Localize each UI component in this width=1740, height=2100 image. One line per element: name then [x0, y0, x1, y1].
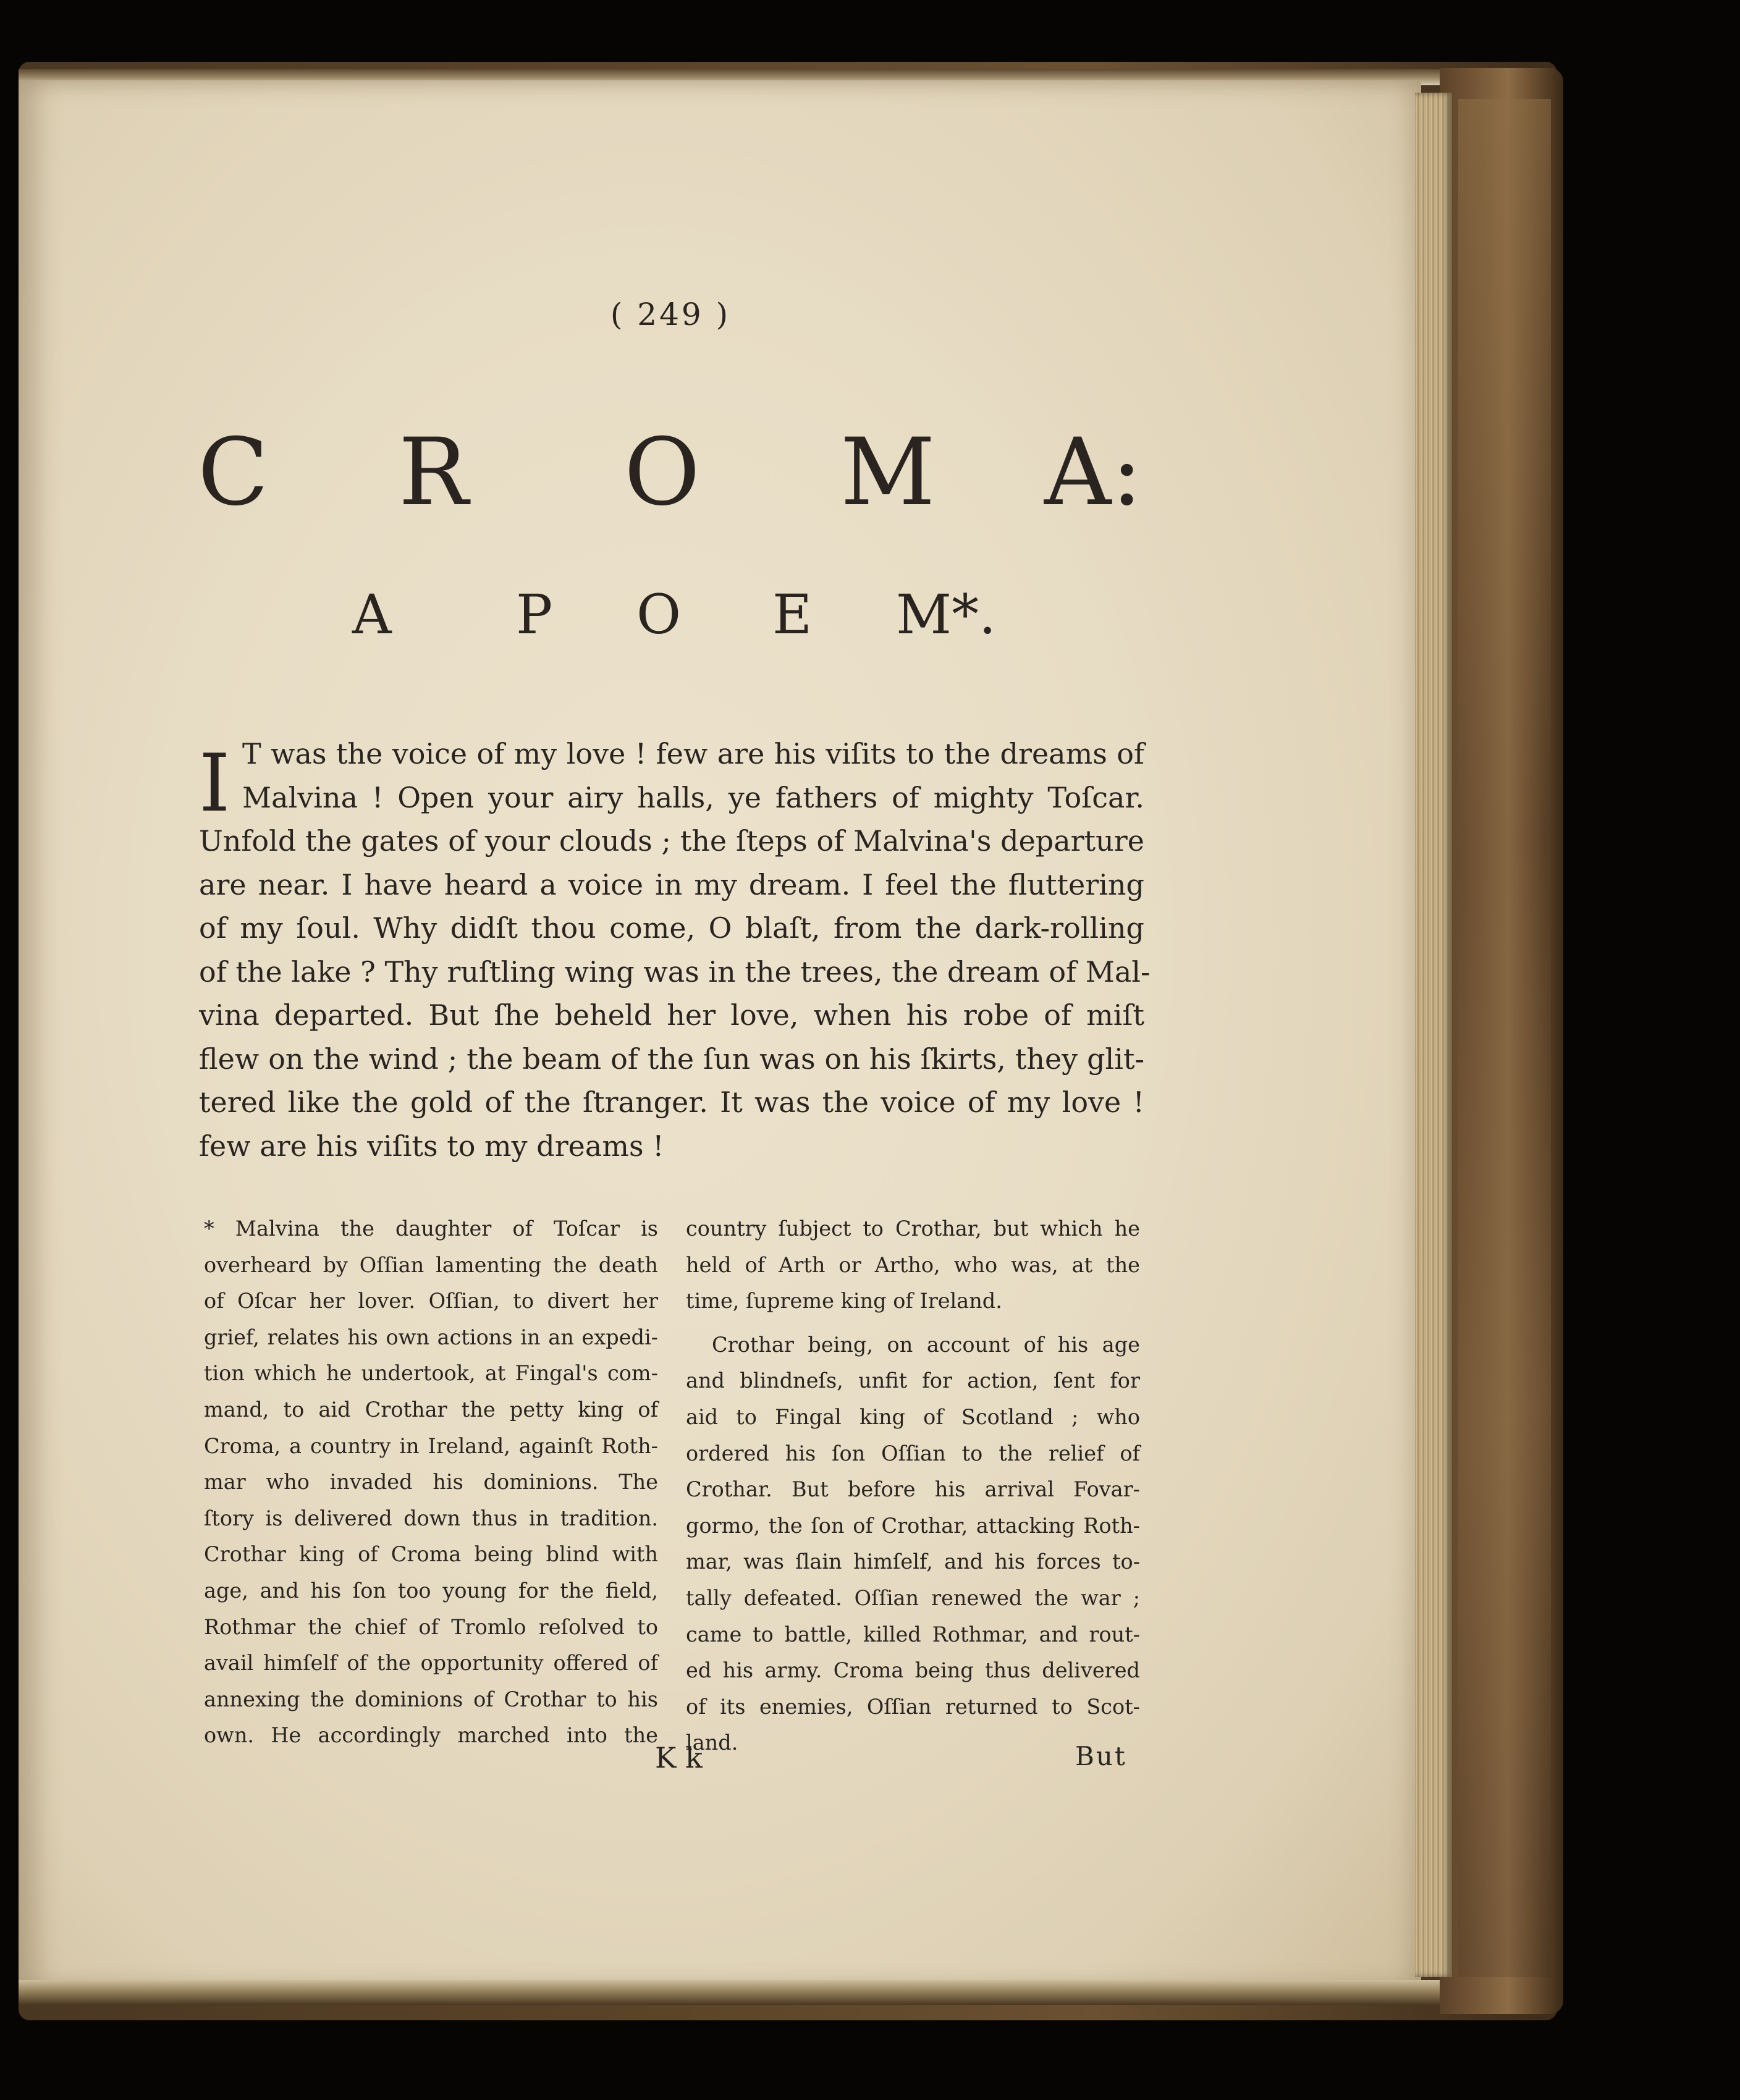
footnote-line: tally defeated. Oſſian renewed the war ;	[686, 1585, 1140, 1610]
body-line: few are his viſits to my dreams !	[199, 1129, 664, 1163]
footnote-line: came to battle, killed Rothmar, and rout-	[686, 1622, 1140, 1647]
footnote-left-column	[204, 1211, 658, 1754]
footnote-line: overheard by Oſſian lamenting the death	[204, 1252, 658, 1277]
footnote-line: Croma, a country in Ireland, againſt Roth-	[204, 1433, 658, 1458]
title-letter: M	[840, 419, 935, 526]
footnote-line: of its enemies, Oſſian returned to Scot-	[686, 1694, 1140, 1719]
footnote-line: grief, relates his own actions in an expedi-	[204, 1325, 658, 1349]
subtitle-letter: A	[352, 583, 392, 646]
title-letter: A:	[1044, 419, 1142, 526]
subtitle-letter: M*.	[896, 583, 997, 646]
poem-opening-paragraph	[199, 732, 1151, 1168]
footnote-line: ordered his ſon Oſſian to the relief of	[686, 1441, 1140, 1465]
subtitle-letter: P	[516, 583, 553, 646]
binding-shading	[1458, 99, 1551, 1977]
body-line: of the lake ? Thy ruſtling wing was in the trees, the dream of Mal-	[199, 955, 1151, 989]
footnote-line: time, ſupreme king of Ireland.	[686, 1289, 1002, 1314]
poem-title	[198, 420, 1162, 525]
footnote-line: Crothar being, on account of his age	[712, 1332, 1140, 1357]
footnote-line: mand, to aid Crothar the petty king of	[204, 1397, 658, 1422]
poem-subtitle	[352, 581, 1094, 649]
drop-cap: I	[199, 738, 230, 830]
signature-mark: K k	[655, 1741, 703, 1774]
footnote-line: aid to Fingal king of Scotland ; who	[686, 1404, 1140, 1429]
body-line: of my ſoul. Why didſt thou come, O blaſt, from the dark-rolling	[199, 911, 1144, 945]
body-line: flew on the wind ; the beam of the ſun was on his ſkirts, they glit-	[199, 1042, 1144, 1076]
footnote-line: held of Arth or Artho, who was, at the	[686, 1252, 1140, 1277]
footnote-line: ed his army. Croma being thus delivered	[686, 1658, 1140, 1683]
page-bottom-edge	[19, 1980, 1440, 2005]
title-letter: R	[399, 419, 468, 526]
footnote-line: Crothar king of Croma being blind with	[204, 1542, 658, 1567]
footnote-line: avail himſelf of the opportunity offered of	[204, 1651, 658, 1676]
footnote-right-column	[686, 1211, 1140, 1761]
footnote-line: of Oſcar her lover. Oſſian, to divert her	[204, 1289, 658, 1314]
footnote-line: Crothar. But before his arrival Fovar-	[686, 1477, 1140, 1502]
body-line: are near. I have heard a voice in my dream. I feel the fluttering	[199, 867, 1144, 901]
footnote-line: annexing the dominions of Crothar to his	[204, 1687, 658, 1711]
body-line: Unfold the gates of your clouds ; the ſteps of Malvina's departure	[199, 824, 1144, 858]
footnote-line: and blindneſs, unfit for action, ſent for	[686, 1368, 1140, 1393]
subtitle-letter: E	[772, 583, 813, 646]
footnote-line: ſtory is delivered down thus in tradition.	[204, 1506, 658, 1530]
footnote-line: Rothmar the chief of Tromlo reſolved to	[204, 1614, 658, 1639]
catchword: But	[1075, 1741, 1127, 1771]
footnote-line: mar, was ſlain himſelf, and his forces to-	[686, 1550, 1140, 1574]
page-number: ( 249 )	[610, 297, 731, 332]
footnote-line: gormo, the ſon of Crothar, attacking Roth-	[686, 1513, 1140, 1538]
title-letter: C	[198, 419, 269, 526]
body-line: Malvina ! Open your airy halls, ye fathers of mighty Toſcar.	[242, 780, 1144, 814]
footnote-line: land.	[686, 1731, 738, 1755]
title-letter: O	[624, 419, 700, 526]
body-line: vina departed. But ſhe beheld her love, when his robe of miſt	[199, 998, 1144, 1032]
footnote-line: country ſubject to Crothar, but which he	[686, 1217, 1140, 1241]
body-line: tered like the gold of the ſtranger. It was the voice of my love !	[199, 1086, 1144, 1119]
footnote-line: age, and his ſon too young for the field,	[204, 1578, 658, 1603]
page-fore-edge	[1415, 93, 1452, 1977]
footnote-line: own. He accordingly marched into the	[204, 1723, 658, 1748]
subtitle-letter: O	[636, 583, 682, 646]
footnote-line: mar who invaded his dominions. The	[204, 1470, 658, 1495]
footnote-line: tion which he undertook, at Fingal's com-	[204, 1361, 658, 1386]
body-line: T was the voice of my love ! few are his viſits to the dreams of	[242, 737, 1144, 770]
footnote-line: * Malvina the daughter of Toſcar is	[204, 1217, 658, 1241]
